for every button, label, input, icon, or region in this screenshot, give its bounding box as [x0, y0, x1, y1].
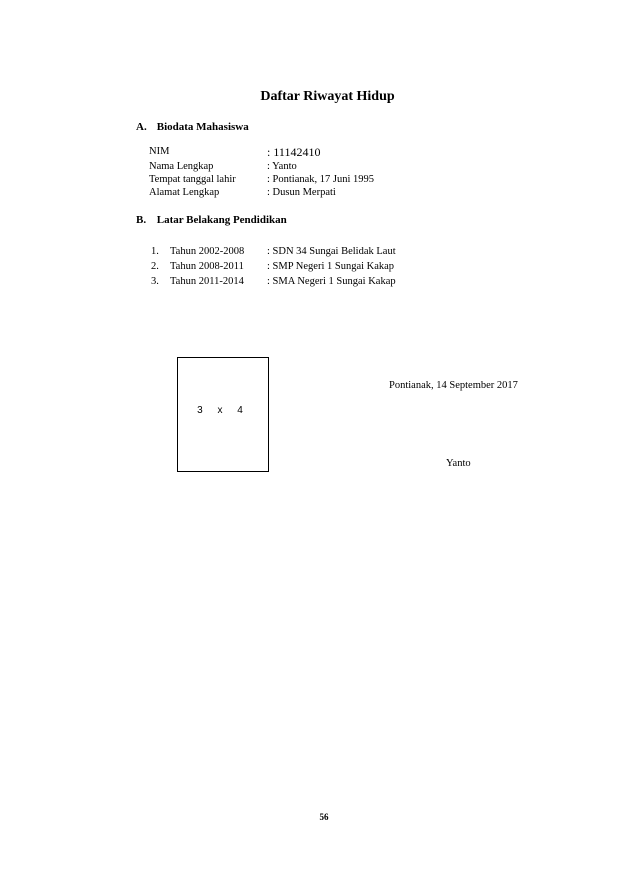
- signer-name: Yanto: [446, 458, 471, 469]
- field-value: : 11142410: [267, 145, 321, 159]
- section-heading-education: [136, 214, 287, 226]
- field-value: : Dusun Merpati: [267, 187, 336, 198]
- field-value: : Yanto: [267, 161, 297, 172]
- signature-place-date: Pontianak, 14 September 2017: [389, 380, 518, 391]
- education-year: Tahun 2008-2011: [170, 261, 244, 272]
- list-number: 2.: [151, 261, 159, 272]
- photo-placeholder: [177, 357, 269, 472]
- section-title: Biodata Mahasiswa: [156, 121, 249, 133]
- field-label: NIM: [149, 146, 170, 157]
- section-heading-biodata: [136, 121, 249, 133]
- section-title: Latar Belakang Pendidikan: [156, 214, 287, 226]
- photo-size-label: 3 x 4: [197, 405, 249, 416]
- education-year: Tahun 2002-2008: [170, 246, 245, 257]
- page-title: Daftar Riwayat Hidup: [260, 89, 395, 104]
- education-school: : SDN 34 Sungai Belidak Laut: [267, 246, 396, 257]
- page-number: 56: [319, 812, 329, 822]
- list-number: 3.: [151, 276, 159, 287]
- section-letter: A.: [136, 121, 147, 133]
- list-number: 1.: [151, 246, 159, 257]
- field-label: Alamat Lengkap: [149, 187, 220, 198]
- field-label: Tempat tanggal lahir: [149, 174, 236, 185]
- education-school: : SMP Negeri 1 Sungai Kakap: [267, 261, 395, 272]
- field-label: Nama Lengkap: [149, 161, 214, 172]
- field-value: : Pontianak, 17 Juni 1995: [267, 174, 375, 185]
- education-year: Tahun 2011-2014: [170, 276, 244, 287]
- education-school: : SMA Negeri 1 Sungai Kakap: [267, 276, 396, 287]
- section-letter: B.: [136, 214, 147, 226]
